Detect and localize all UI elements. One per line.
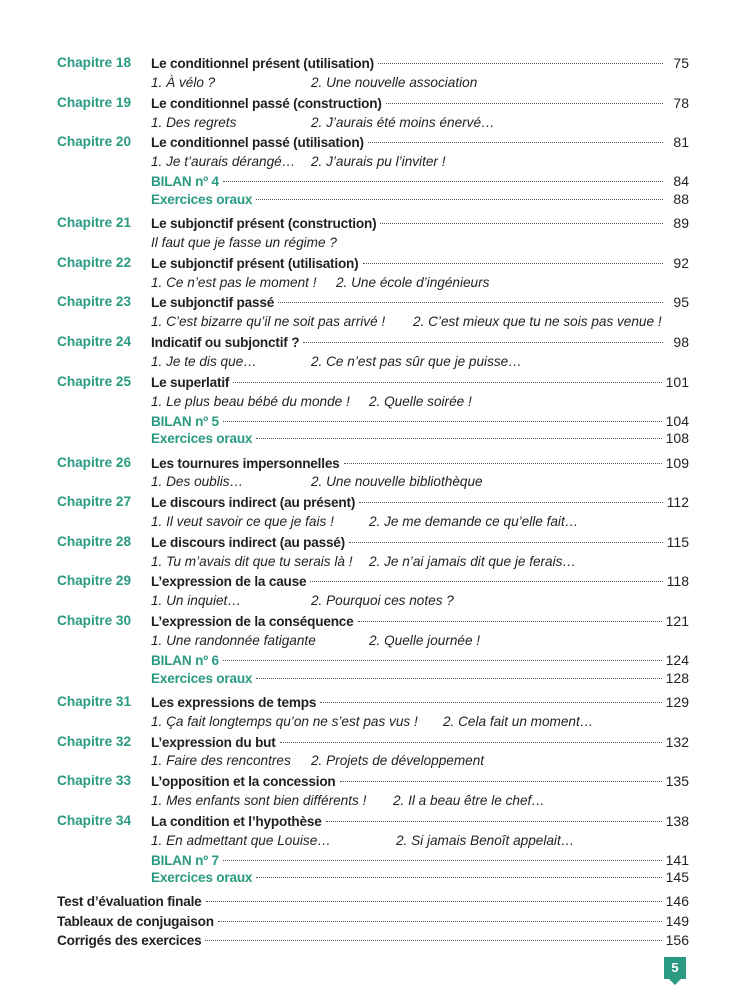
subtitle-2: 2. Cela fait un moment… (443, 714, 594, 729)
oral-exercises-title: Exercices oraux (151, 431, 253, 446)
chapter-subtitles (151, 512, 691, 532)
subtitle-1: 1. Faire des rencontres (151, 753, 291, 768)
toc-entry-exercices-oraux-7[interactable] (0, 867, 737, 887)
page-number: 121 (665, 613, 689, 629)
subtitle-2: 2. Projets de développement (311, 753, 485, 768)
chapter-label: Chapitre 24 (57, 334, 132, 349)
page-number: 92 (673, 255, 689, 271)
dot-leader (368, 142, 663, 143)
toc-entry-chapter-34[interactable] (0, 811, 737, 831)
chapter-subtitles (151, 73, 691, 93)
subtitle-1: 1. Ça fait longtemps qu’on ne s’est pas vus ! (151, 714, 418, 729)
subtitle-2: 2. Quelle soirée ! (369, 394, 472, 409)
oral-exercises-title: Exercices oraux (151, 671, 253, 686)
subtitle-1: 1. Il veut savoir ce que je fais ! (151, 514, 334, 529)
dot-leader (205, 940, 661, 941)
toc-entry-chapter-30[interactable] (0, 611, 737, 631)
toc-entry-chapter-31[interactable] (0, 692, 737, 712)
toc-entry-exercices-oraux-4[interactable] (0, 189, 737, 209)
subtitle-2: 2. Si jamais Benoît appelait… (396, 833, 575, 848)
subtitle-2: 2. Je n’ai jamais dit que je ferais… (369, 554, 577, 569)
dot-leader (278, 302, 663, 303)
page-number: 132 (665, 734, 689, 750)
dot-leader (206, 901, 662, 902)
chapter-subtitles (151, 113, 691, 133)
bilan-title: BILAN nº 6 (151, 653, 219, 668)
subtitle-1: 1. Des regrets (151, 115, 237, 130)
dot-leader (358, 621, 662, 622)
chapter-label: Chapitre 19 (57, 95, 132, 110)
page-number: 98 (673, 334, 689, 350)
chapter-subtitles (151, 392, 691, 412)
chapter-title: Le conditionnel passé (construction) (151, 96, 382, 111)
bilan-title: BILAN nº 4 (151, 174, 219, 189)
toc-entry-tableaux-de-conjugaison[interactable] (0, 911, 737, 931)
page-badge-tail (669, 979, 681, 985)
dot-leader (280, 742, 662, 743)
dot-leader (223, 660, 662, 661)
toc-entry-exercices-oraux-6[interactable] (0, 668, 737, 688)
dot-leader (349, 542, 663, 543)
chapter-subtitles (151, 751, 691, 771)
chapter-label: Chapitre 31 (57, 694, 132, 709)
page-number: 129 (665, 694, 689, 710)
dot-leader (326, 821, 662, 822)
subtitle-2: 2. Pourquoi ces notes ? (311, 593, 454, 608)
chapter-label: Chapitre 26 (57, 455, 132, 470)
chapter-title: Le conditionnel présent (utilisation) (151, 56, 374, 71)
page-number: 135 (665, 773, 689, 789)
chapter-title: Le subjonctif présent (construction) (151, 216, 377, 231)
toc-entry-chapter-28[interactable] (0, 532, 737, 552)
chapter-title: La condition et l’hypothèse (151, 814, 322, 829)
subtitle-1: Il faut que je fasse un régime ? (151, 235, 337, 250)
dot-leader (380, 223, 663, 224)
toc-entry-chapter-18[interactable] (0, 53, 737, 73)
toc-entry-chapter-29[interactable] (0, 571, 737, 591)
chapter-title: Le superlatif (151, 375, 230, 390)
subtitle-1: 1. En admettant que Louise… (151, 833, 331, 848)
subtitle-1: 1. Une randonnée fatigante (151, 633, 316, 648)
page-number: 156 (665, 932, 689, 948)
chapter-title: L’expression de la cause (151, 574, 307, 589)
chapter-title: Les expressions de temps (151, 695, 317, 710)
page-number: 81 (673, 134, 689, 150)
dot-leader (386, 103, 663, 104)
page-number: 128 (665, 670, 689, 686)
section-title: Corrigés des exercices (57, 933, 202, 948)
dot-leader (223, 181, 663, 182)
subtitle-2: 2. C’est mieux que tu ne sois pas venue ! (413, 314, 662, 329)
dot-leader (310, 581, 662, 582)
subtitle-2: 2. Ce n’est pas sûr que je puisse… (311, 354, 522, 369)
dot-leader (363, 263, 664, 264)
subtitle-2: 2. J’aurais pu l’inviter ! (311, 154, 446, 169)
subtitle-1: 1. À vélo ? (151, 75, 216, 90)
subtitle-2: 2. Il a beau être le chef… (393, 793, 545, 808)
chapter-subtitles (151, 273, 691, 293)
section-title: Test d’évaluation finale (57, 894, 202, 909)
dot-leader (256, 678, 661, 679)
subtitle-2: 2. Je me demande ce qu’elle fait… (369, 514, 579, 529)
toc-entry-test-evaluation-finale[interactable] (0, 891, 737, 911)
page-number: 89 (673, 215, 689, 231)
page-number: 145 (665, 869, 689, 885)
subtitle-1: 1. Je te dis que… (151, 354, 257, 369)
toc-entry-bilan-4[interactable] (0, 171, 737, 191)
chapter-subtitles (151, 791, 691, 811)
chapter-title: L’expression du but (151, 735, 276, 750)
toc-entry-chapter-33[interactable] (0, 771, 737, 791)
page-number: 149 (665, 913, 689, 929)
chapter-title: Le subjonctif passé (151, 295, 275, 310)
chapter-subtitles (151, 712, 691, 732)
dot-leader (340, 781, 662, 782)
chapter-subtitles (151, 312, 691, 332)
page-number: 146 (665, 893, 689, 909)
chapter-subtitles (151, 831, 691, 851)
subtitle-2: 2. Une école d’ingénieurs (336, 275, 490, 290)
chapter-subtitles (151, 472, 691, 492)
chapter-label: Chapitre 32 (57, 734, 132, 749)
subtitle-1: 1. Mes enfants sont bien différents ! (151, 793, 367, 808)
chapter-subtitles (151, 591, 691, 611)
subtitle-2: 2. Quelle journée ! (369, 633, 481, 648)
toc-entry-chapter-24[interactable] (0, 332, 737, 352)
toc-entry-chapter-20[interactable] (0, 132, 737, 152)
page-number: 95 (673, 294, 689, 310)
chapter-label: Chapitre 27 (57, 494, 132, 509)
toc-entry-chapter-32[interactable] (0, 732, 737, 752)
dot-leader (344, 463, 662, 464)
toc-entry-exercices-oraux-5[interactable] (0, 428, 737, 448)
page-number: 124 (665, 652, 689, 668)
page-number: 104 (665, 413, 689, 429)
chapter-label: Chapitre 18 (57, 55, 132, 70)
subtitle-1: 1. Tu m’avais dit que tu serais là ! (151, 554, 353, 569)
page-number: 138 (665, 813, 689, 829)
subtitle-2: 2. Une nouvelle bibliothèque (311, 474, 483, 489)
chapter-subtitles (151, 352, 691, 372)
page-number-badge: 5 (664, 957, 686, 979)
dot-leader (320, 702, 661, 703)
dot-leader (256, 199, 663, 200)
chapter-title: Le discours indirect (au passé) (151, 535, 345, 550)
oral-exercises-title: Exercices oraux (151, 192, 253, 207)
chapter-subtitles (151, 552, 691, 572)
chapter-label: Chapitre 22 (57, 255, 132, 270)
dot-leader (223, 860, 662, 861)
chapter-title: L’opposition et la concession (151, 774, 336, 789)
toc-entry-bilan-6[interactable] (0, 650, 737, 670)
page-number: 78 (673, 95, 689, 111)
page-number: 115 (666, 534, 689, 550)
subtitle-1: 1. C’est bizarre qu’il ne soit pas arrivé ! (151, 314, 386, 329)
chapter-label: Chapitre 28 (57, 534, 132, 549)
page-number: 88 (673, 191, 689, 207)
toc-entry-chapter-21[interactable] (0, 213, 737, 233)
chapter-label: Chapitre 23 (57, 294, 132, 309)
chapter-label: Chapitre 21 (57, 215, 132, 230)
chapter-title: Indicatif ou subjonctif ? (151, 335, 300, 350)
chapter-title: Le conditionnel passé (utilisation) (151, 135, 364, 150)
subtitle-1: 1. Le plus beau bébé du monde ! (151, 394, 350, 409)
page-number: 75 (673, 55, 689, 71)
toc-entry-chapter-19[interactable] (0, 93, 737, 113)
subtitle-2: 2. Une nouvelle association (311, 75, 478, 90)
chapter-subtitles (151, 631, 691, 651)
chapter-label: Chapitre 25 (57, 374, 132, 389)
chapter-title: Le subjonctif présent (utilisation) (151, 256, 359, 271)
dot-leader (303, 342, 663, 343)
page-number: 84 (673, 173, 689, 189)
dot-leader (233, 382, 661, 383)
page-number: 112 (666, 494, 689, 510)
chapter-title: L’expression de la conséquence (151, 614, 354, 629)
chapter-label: Chapitre 29 (57, 573, 132, 588)
toc-entry-chapter-25[interactable] (0, 372, 737, 392)
oral-exercises-title: Exercices oraux (151, 870, 253, 885)
page-number: 141 (665, 852, 689, 868)
page-number: 109 (665, 455, 689, 471)
chapter-label: Chapitre 33 (57, 773, 132, 788)
dot-leader (223, 421, 662, 422)
page-number: 101 (665, 374, 689, 390)
toc-entry-chapter-23[interactable] (0, 292, 737, 312)
chapter-subtitles (151, 233, 691, 253)
toc-entry-chapter-27[interactable] (0, 492, 737, 512)
dot-leader (256, 438, 661, 439)
chapter-label: Chapitre 34 (57, 813, 132, 828)
subtitle-1: 1. Ce n’est pas le moment ! (151, 275, 317, 290)
chapter-title: Le discours indirect (au présent) (151, 495, 356, 510)
subtitle-2: 2. J’aurais été moins énervé… (311, 115, 495, 130)
chapter-label: Chapitre 20 (57, 134, 132, 149)
chapter-label: Chapitre 30 (57, 613, 132, 628)
chapter-subtitles (151, 152, 691, 172)
section-title: Tableaux de conjugaison (57, 914, 214, 929)
toc-entry-corriges-des-exercices[interactable] (0, 930, 737, 950)
dot-leader (218, 921, 662, 922)
dot-leader (378, 63, 663, 64)
page-number: 108 (665, 430, 689, 446)
bilan-title: BILAN nº 5 (151, 414, 219, 429)
dot-leader (359, 502, 663, 503)
bilan-title: BILAN nº 7 (151, 853, 219, 868)
toc-entry-chapter-22[interactable] (0, 253, 737, 273)
dot-leader (256, 877, 661, 878)
subtitle-1: 1. Je t’aurais dérangé… (151, 154, 296, 169)
toc-entry-chapter-26[interactable] (0, 453, 737, 473)
subtitle-1: 1. Un inquiet… (151, 593, 241, 608)
page-number: 118 (666, 573, 689, 589)
subtitle-1: 1. Des oublis… (151, 474, 244, 489)
chapter-title: Les tournures impersonnelles (151, 456, 340, 471)
